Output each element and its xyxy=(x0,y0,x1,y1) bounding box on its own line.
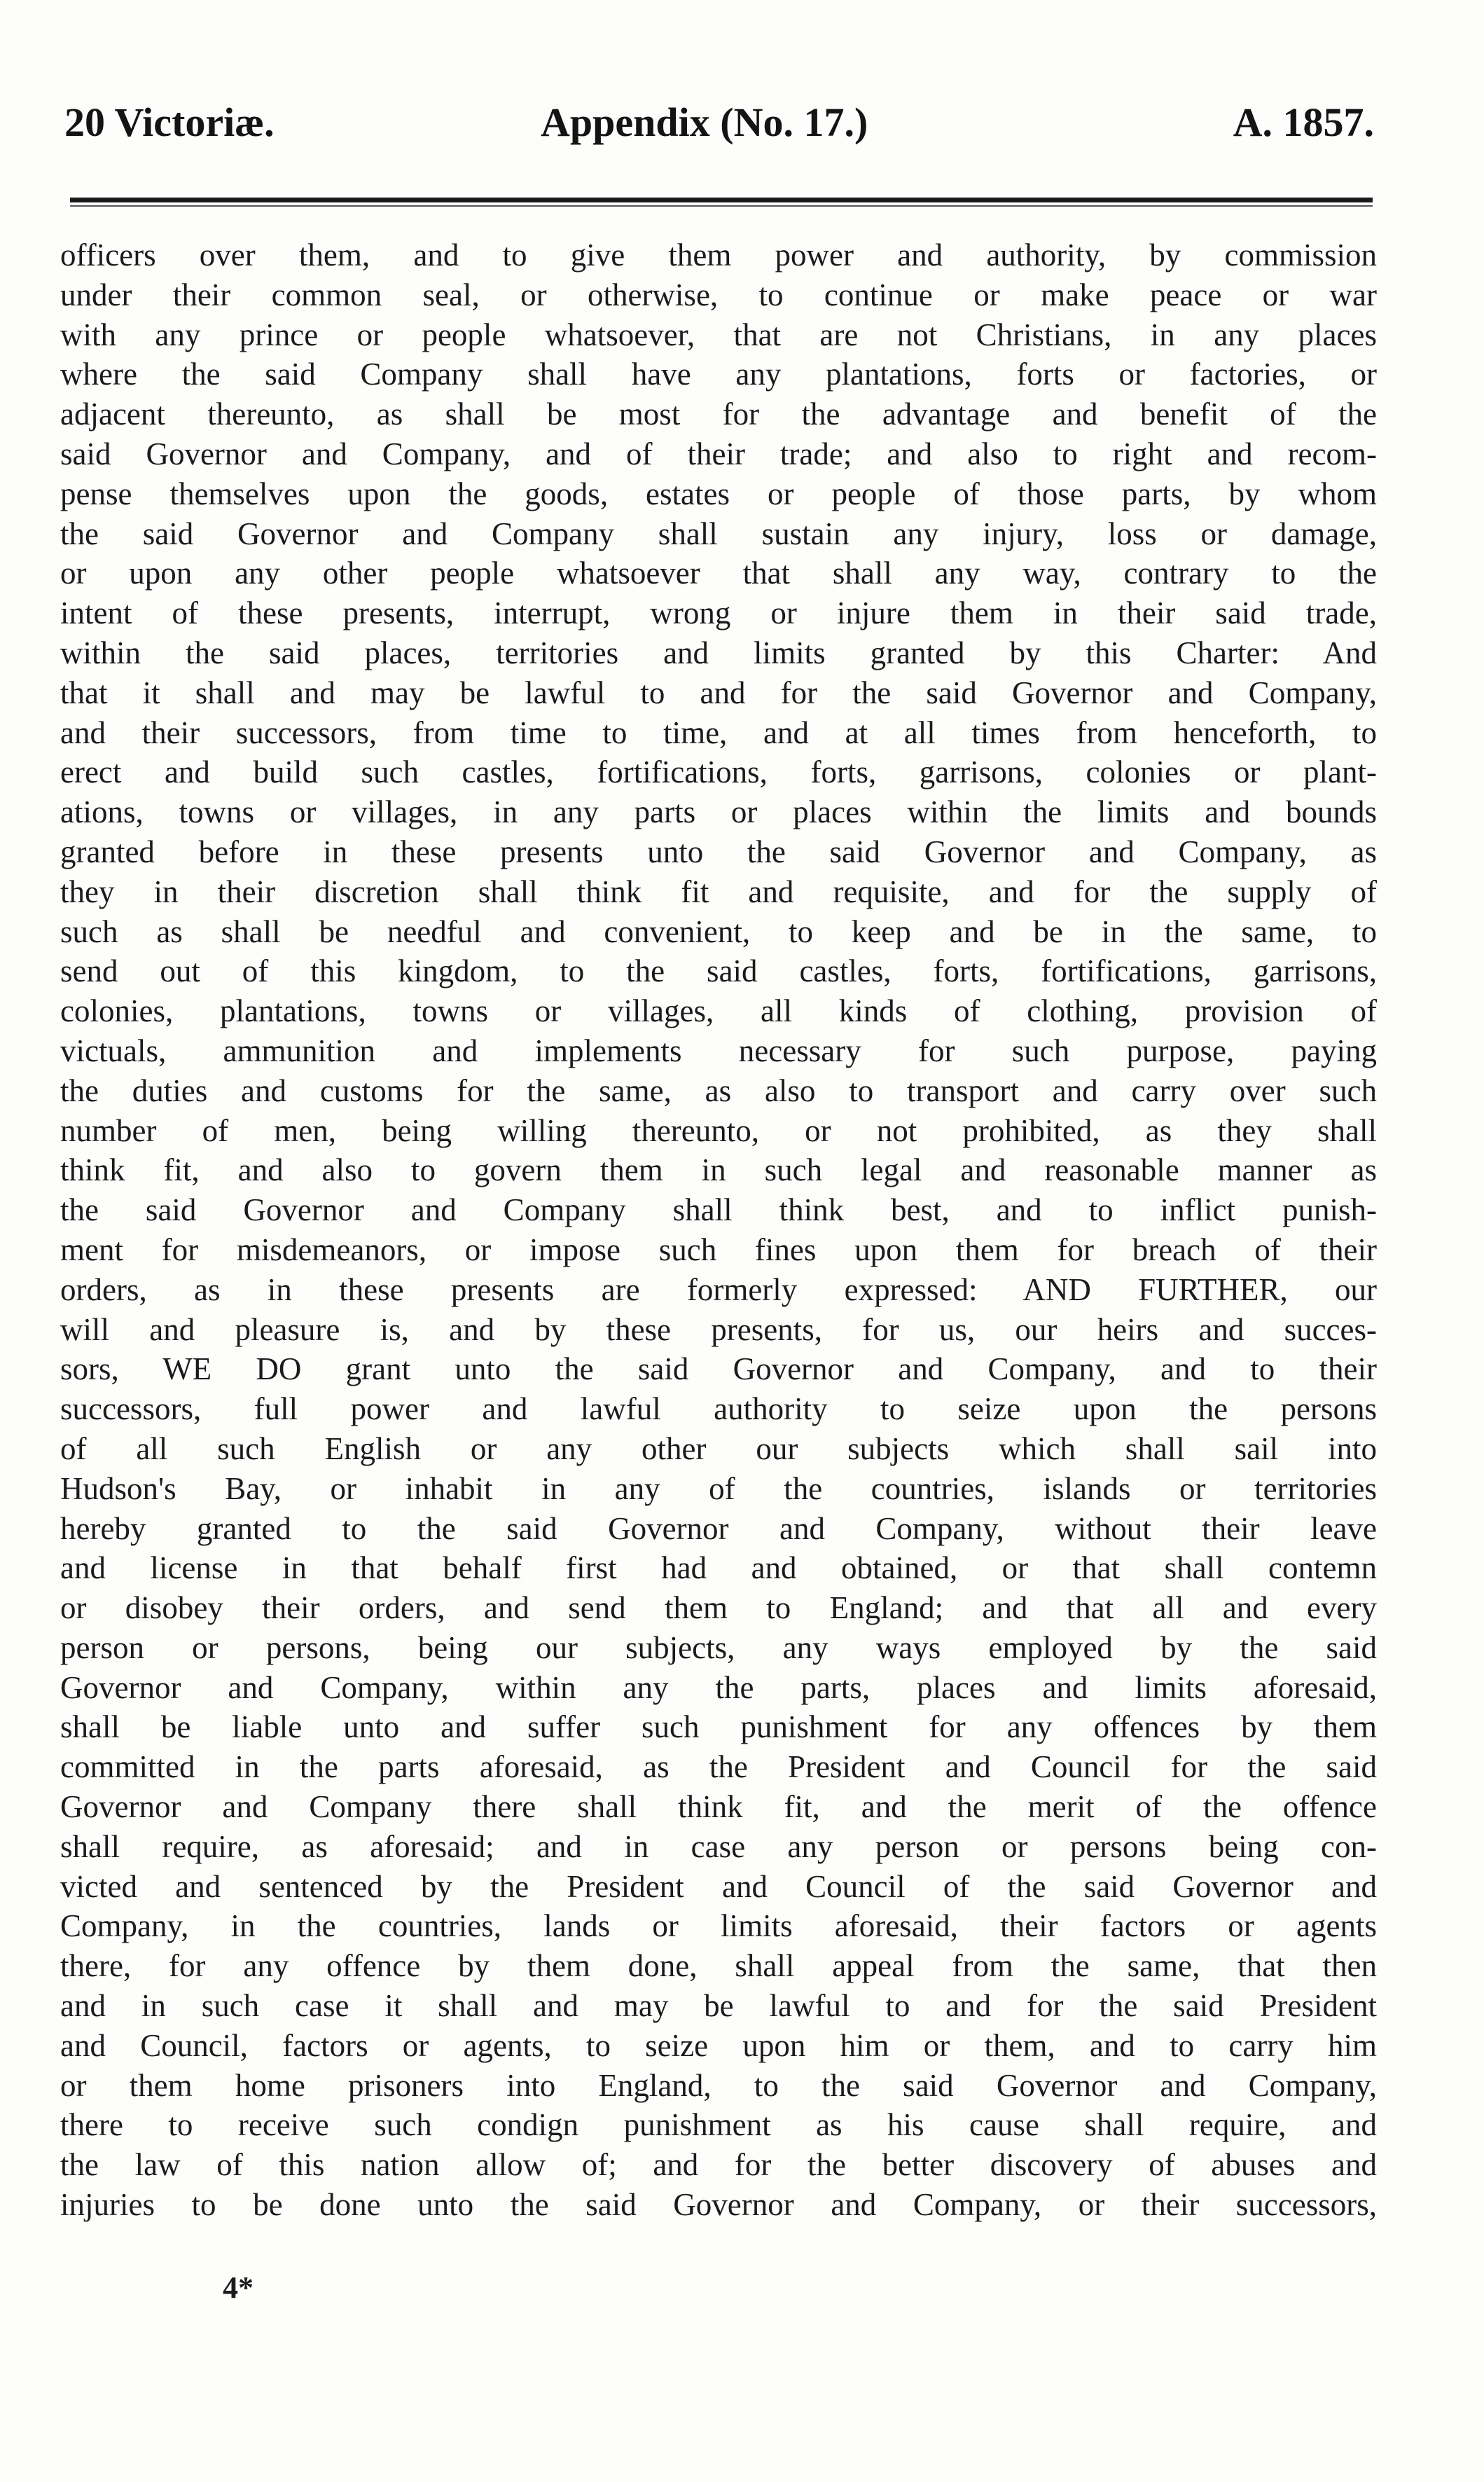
header-rule xyxy=(70,198,1373,202)
text-line: or upon any other people whatsoever that shall any way, contrary to the xyxy=(60,556,1377,591)
text-line: erect and build such castles, fortifications, forts, garrisons, colonies or plant- xyxy=(60,754,1377,790)
text-line: injuries to be done unto the said Governor and Company, or their successors, xyxy=(60,2187,1377,2223)
text-line: the law of this nation allow of; and for the better discovery of abuses and xyxy=(60,2147,1377,2183)
text-line: victuals, ammunition and implements necessary for such purpose, paying xyxy=(60,1033,1377,1068)
text-line: will and pleasure is, and by these presents, for us, our heirs and succes- xyxy=(60,1311,1377,1347)
text-line: shall require, as aforesaid; and in case any person or persons being con- xyxy=(60,1828,1377,1864)
text-line: granted before in these presents unto the said Governor and Company, as xyxy=(60,834,1377,869)
text-line: colonies, plantations, towns or villages, all kinds of clothing, provision of xyxy=(60,993,1377,1029)
text-line: they in their discretion shall think fit and requisite, and for the supply of xyxy=(60,874,1377,909)
text-line: officers over them, and to give them power and authority, by commission xyxy=(60,237,1377,273)
header-session: 20 Victoriæ. xyxy=(64,99,275,145)
header-year: A. 1857. xyxy=(1233,99,1374,145)
text-line: Company, in the countries, lands or limits aforesaid, their factors or agents xyxy=(60,1908,1377,1944)
text-line: committed in the parts aforesaid, as the President and Council for the said xyxy=(60,1749,1377,1785)
text-line: think fit, and also to govern them in such legal and reasonable manner as xyxy=(60,1152,1377,1188)
text-line: and Council, factors or agents, to seize upon him or them, and to carry him xyxy=(60,2027,1377,2063)
text-line: shall be liable unto and suffer such punishment for any offences by them xyxy=(60,1709,1377,1745)
header-appendix: Appendix (No. 17.) xyxy=(541,99,868,145)
text-line: said Governor and Company, and of their trade; and also to right and recom- xyxy=(60,436,1377,471)
text-line: Governor and Company, within any the parts, places and limits aforesaid, xyxy=(60,1669,1377,1705)
text-line: within the said places, territories and limits granted by this Charter: And xyxy=(60,635,1377,670)
text-line: Governor and Company there shall think fit, and the merit of the offence xyxy=(60,1789,1377,1825)
text-line: orders, as in these presents are formerly expressed: AND FURTHER, our xyxy=(60,1271,1377,1307)
text-line: successors, full power and lawful authority to seize upon the persons xyxy=(60,1391,1377,1427)
text-line: send out of this kingdom, to the said castles, forts, fortifications, garrisons, xyxy=(60,953,1377,989)
text-line: the said Governor and Company shall sustain any injury, loss or damage, xyxy=(60,516,1377,551)
text-line: ment for misdemeanors, or impose such fines upon them for breach of their xyxy=(60,1232,1377,1267)
signature-mark: 4* xyxy=(223,2270,254,2305)
text-line: and license in that behalf first had and obtained, or that shall contemn xyxy=(60,1550,1377,1586)
text-line: hereby granted to the said Governor and Company, without their leave xyxy=(60,1510,1377,1546)
text-line: victed and sentenced by the President and Council of the said Governor and xyxy=(60,1868,1377,1904)
header-rule-thin xyxy=(70,205,1373,207)
text-line: there to receive such condign punishment as his cause shall require, and xyxy=(60,2107,1377,2143)
text-line: pense themselves upon the goods, estates or people of those parts, by whom xyxy=(60,476,1377,511)
text-line: the duties and customs for the same, as also to transport and carry over such xyxy=(60,1073,1377,1108)
text-line: and their successors, from time to time, and at all times from henceforth, to xyxy=(60,715,1377,750)
text-line: such as shall be needful and convenient, to keep and be in the same, to xyxy=(60,913,1377,949)
text-line: Hudson's Bay, or inhabit in any of the countries, islands or territories xyxy=(60,1470,1377,1506)
text-line: ations, towns or villages, in any parts or places within the limits and bounds xyxy=(60,794,1377,830)
text-line: or disobey their orders, and send them to England; and that all and every xyxy=(60,1590,1377,1626)
text-line: where the said Company shall have any plantations, forts or factories, or xyxy=(60,357,1377,392)
text-line: or them home prisoners into England, to the said Governor and Company, xyxy=(60,2067,1377,2103)
running-header xyxy=(64,91,1374,154)
text-line: with any prince or people whatsoever, that are not Christians, in any places xyxy=(60,317,1377,352)
text-line: sors, WE DO grant unto the said Governor and Company, and to their xyxy=(60,1351,1377,1387)
body-text xyxy=(60,235,1377,2225)
text-line: number of men, being willing thereunto, or not prohibited, as they shall xyxy=(60,1112,1377,1148)
text-line: under their common seal, or otherwise, to continue or make peace or war xyxy=(60,277,1377,312)
text-line: that it shall and may be lawful to and for the said Governor and Company, xyxy=(60,675,1377,710)
text-line: person or persons, being our subjects, any ways employed by the said xyxy=(60,1629,1377,1665)
text-line: and in such case it shall and may be lawful to and for the said President xyxy=(60,1988,1377,2024)
text-line: of all such English or any other our subjects which shall sail into xyxy=(60,1430,1377,1466)
text-line: there, for any offence by them done, shall appeal from the same, that then xyxy=(60,1948,1377,1984)
text-line: intent of these presents, interrupt, wrong or injure them in their said trade, xyxy=(60,595,1377,631)
text-line: the said Governor and Company shall think best, and to inflict punish- xyxy=(60,1192,1377,1228)
text-line: adjacent thereunto, as shall be most for the advantage and benefit of the xyxy=(60,397,1377,432)
